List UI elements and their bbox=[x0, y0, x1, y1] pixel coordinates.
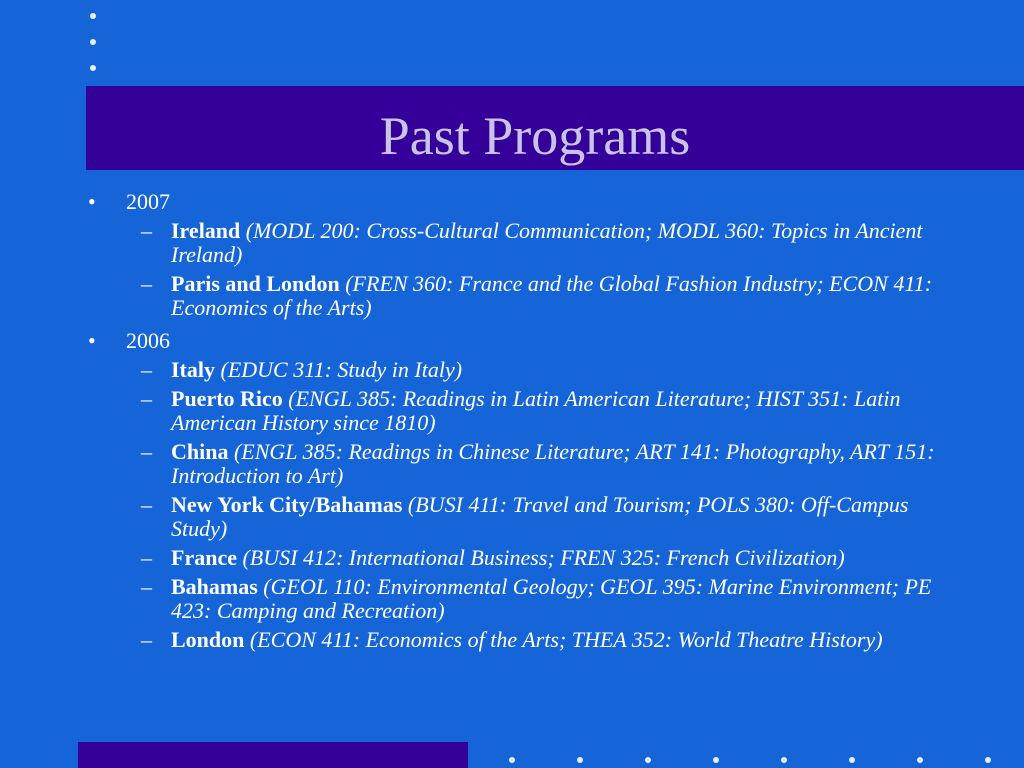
program-courses: (ECON 411: Economics of the Arts; THEA 352: World Theatre History) bbox=[249, 627, 883, 652]
program-item bbox=[141, 627, 941, 652]
bullet: • bbox=[88, 189, 96, 214]
decor-dot bbox=[90, 39, 96, 45]
decor-dot bbox=[577, 757, 583, 763]
dash: – bbox=[141, 439, 152, 464]
dash: – bbox=[141, 218, 152, 243]
decor-dot bbox=[713, 757, 719, 763]
program-place: Puerto Rico bbox=[171, 386, 289, 411]
year-item-2007 bbox=[88, 186, 1024, 217]
program-item bbox=[141, 271, 941, 320]
decor-dot bbox=[985, 757, 991, 763]
dash: – bbox=[141, 574, 152, 599]
decor-dot bbox=[509, 757, 515, 763]
year-label: 2007 bbox=[126, 189, 170, 214]
program-place: China bbox=[171, 439, 234, 464]
bullet: • bbox=[88, 328, 96, 353]
program-item bbox=[141, 357, 941, 382]
decor-dot bbox=[917, 757, 923, 763]
program-item bbox=[141, 574, 941, 623]
dash: – bbox=[141, 386, 152, 411]
program-courses: (GEOL 110: Environmental Geology; GEOL 395: Marine Environment; PE 423: Camping and Recreation) bbox=[171, 574, 932, 623]
program-place: New York City/Bahamas bbox=[171, 492, 408, 517]
program-place: Italy bbox=[171, 357, 221, 382]
program-place: Bahamas bbox=[171, 574, 264, 599]
program-item bbox=[141, 545, 941, 570]
title-band bbox=[86, 86, 1024, 170]
dash: – bbox=[141, 545, 152, 570]
year-label: 2006 bbox=[126, 328, 170, 353]
dash: – bbox=[141, 271, 152, 296]
program-place: London bbox=[171, 627, 250, 652]
program-item bbox=[141, 439, 941, 488]
slide-content bbox=[0, 186, 1024, 657]
program-place: Paris and London bbox=[171, 271, 346, 296]
year-item-2006 bbox=[88, 325, 1024, 356]
program-courses: (EDUC 311: Study in Italy) bbox=[220, 357, 463, 382]
program-courses: (BUSI 411: Travel and Tourism; POLS 380: Off-Campus Study) bbox=[171, 492, 909, 541]
decor-dot bbox=[90, 65, 96, 71]
program-place: France bbox=[171, 545, 243, 570]
dash: – bbox=[141, 492, 152, 517]
decor-dot bbox=[90, 13, 96, 19]
slide-title: Past Programs bbox=[379, 106, 691, 166]
program-courses: (MODL 200: Cross-Cultural Communication; MODL 360: Topics in Ancient Ireland) bbox=[171, 218, 923, 267]
program-courses: (BUSI 412: International Business; FREN 325: French Civilization) bbox=[242, 545, 845, 570]
decor-dot bbox=[781, 757, 787, 763]
program-courses: (ENGL 385: Readings in Latin American Literature; HIST 351: Latin American History since 1810) bbox=[171, 386, 901, 435]
footer-band bbox=[78, 742, 468, 768]
program-item bbox=[141, 386, 941, 435]
dash: – bbox=[141, 627, 152, 652]
program-place: Ireland bbox=[171, 218, 246, 243]
program-item bbox=[141, 218, 941, 267]
decor-dot bbox=[645, 757, 651, 763]
program-courses: (FREN 360: France and the Global Fashion Industry; ECON 411: Economics of the Arts) bbox=[171, 271, 933, 320]
program-item bbox=[141, 492, 941, 541]
decor-dot bbox=[849, 757, 855, 763]
program-courses: (ENGL 385: Readings in Chinese Literature; ART 141: Photography, ART 151: Introduction to Art) bbox=[171, 439, 935, 488]
dash: – bbox=[141, 357, 152, 382]
